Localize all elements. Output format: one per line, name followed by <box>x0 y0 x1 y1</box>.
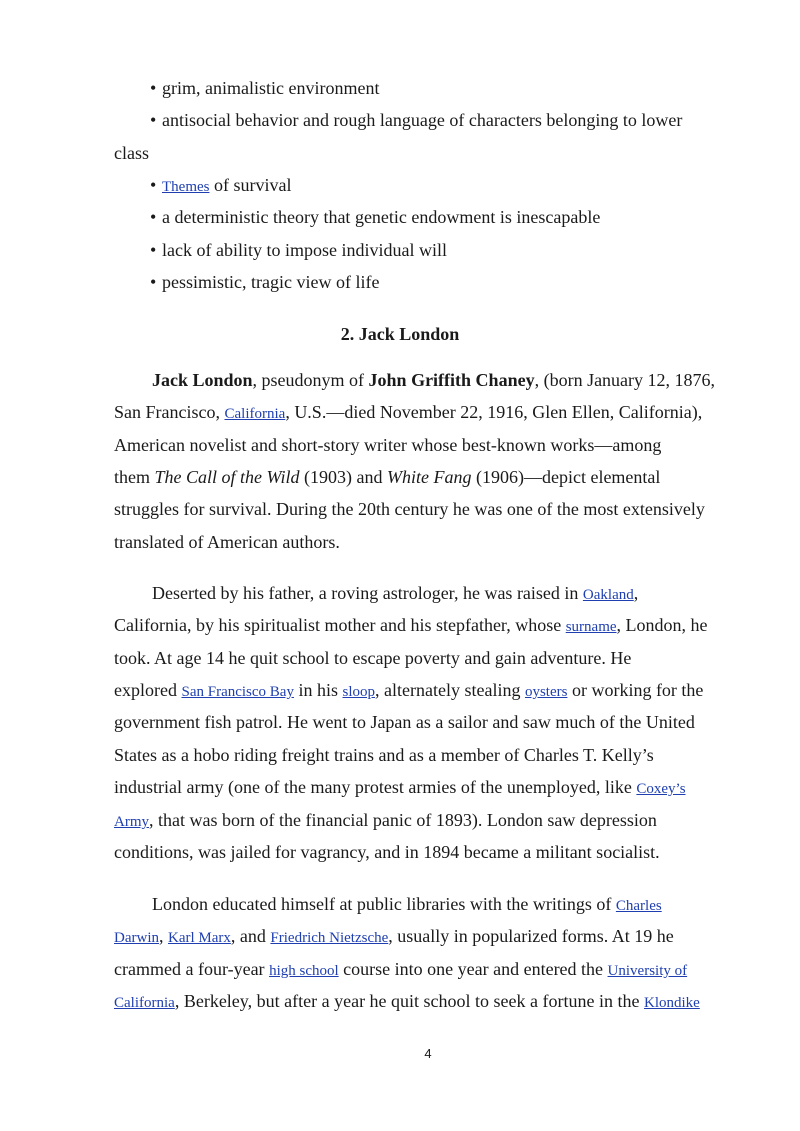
list-item: • Themes of survival <box>150 175 292 195</box>
klondike-link[interactable]: Klondike <box>644 995 700 1011</box>
karl-marx-link[interactable]: Karl Marx <box>168 930 231 946</box>
paragraph-line: them The Call of the Wild (1903) and White Fang (1906)—depict elemental <box>114 467 661 487</box>
surname-link[interactable]: surname <box>565 619 617 635</box>
page-number: 4 <box>424 1046 432 1061</box>
paragraph-line: conditions, was jailed for vagrancy, and in 1894 became a militant socialist. <box>114 842 660 862</box>
coxeys-army-link-cont[interactable]: Army <box>114 814 149 830</box>
list-item: • a deterministic theory that genetic endowment is inescapable <box>150 207 601 227</box>
section-heading: 2. Jack London <box>340 324 460 344</box>
charles-darwin-link-cont[interactable]: Darwin <box>114 930 159 946</box>
paragraph-line: Jack London, pseudonym of John Griffith Chaney, (born January 12, 1876, <box>152 370 716 390</box>
list-item: • grim, animalistic environment <box>150 78 380 98</box>
university-of-california-link[interactable]: University of <box>607 963 688 979</box>
list-item: • antisocial behavior and rough language of characters belonging to lower <box>150 110 683 130</box>
paragraph-line: California, by his spiritualist mother and his stepfather, whose surname, London, he <box>114 615 708 635</box>
california-link[interactable]: California <box>224 406 286 422</box>
paragraph-line: explored San Francisco Bay in his sloop, alternately stealing oysters or working for the <box>114 680 704 700</box>
paragraph-line: London educated himself at public libraries with the writings of Charles <box>152 894 662 914</box>
coxeys-army-link[interactable]: Coxey’s <box>636 781 686 797</box>
paragraph-line: San Francisco, California, U.S.—died November 22, 1916, Glen Ellen, California), <box>114 402 703 422</box>
paragraph-line: Darwin, Karl Marx, and Friedrich Nietzsche, usually in popularized forms. At 19 he <box>114 926 674 946</box>
high-school-link[interactable]: high school <box>269 963 339 979</box>
sloop-link[interactable]: sloop <box>342 684 375 700</box>
list-item: • pessimistic, tragic view of life <box>150 272 380 292</box>
san-francisco-bay-link[interactable]: San Francisco Bay <box>181 684 294 700</box>
paragraph-line: government fish patrol. He went to Japan as a sailor and saw much of the United <box>114 712 695 732</box>
paragraph-line: California, Berkeley, but after a year he quit school to seek a fortune in the Klondike <box>114 991 700 1011</box>
paragraph-line: Army, that was born of the financial panic of 1893). London saw depression <box>114 810 657 830</box>
oysters-link[interactable]: oysters <box>524 684 568 700</box>
paragraph-line: struggles for survival. During the 20th century he was one of the most extensively <box>114 499 705 519</box>
paragraph-line: crammed a four-year high school course into one year and entered the University of <box>114 959 688 979</box>
paragraph-line: Deserted by his father, a roving astrologer, he was raised in Oakland, <box>152 583 639 603</box>
list-item-continuation: class <box>114 143 149 163</box>
paragraph-line: translated of American authors. <box>114 532 340 552</box>
themes-link[interactable]: Themes <box>162 179 210 195</box>
paragraph-line: industrial army (one of the many protest armies of the unemployed, like Coxey’s <box>114 777 686 797</box>
paragraph-line: States as a hobo riding freight trains and as a member of Charles T. Kelly’s <box>114 745 654 765</box>
university-of-california-link-cont[interactable]: California <box>114 995 175 1011</box>
list-item: • lack of ability to impose individual will <box>150 240 447 260</box>
friedrich-nietzsche-link[interactable]: Friedrich Nietzsche <box>270 930 389 946</box>
paragraph-line: American novelist and short-story writer whose best-known works—among <box>114 435 662 455</box>
paragraph-line: took. At age 14 he quit school to escape poverty and gain adventure. He <box>114 648 632 668</box>
oakland-link[interactable]: Oakland <box>582 587 634 603</box>
charles-darwin-link[interactable]: Charles <box>615 898 662 914</box>
